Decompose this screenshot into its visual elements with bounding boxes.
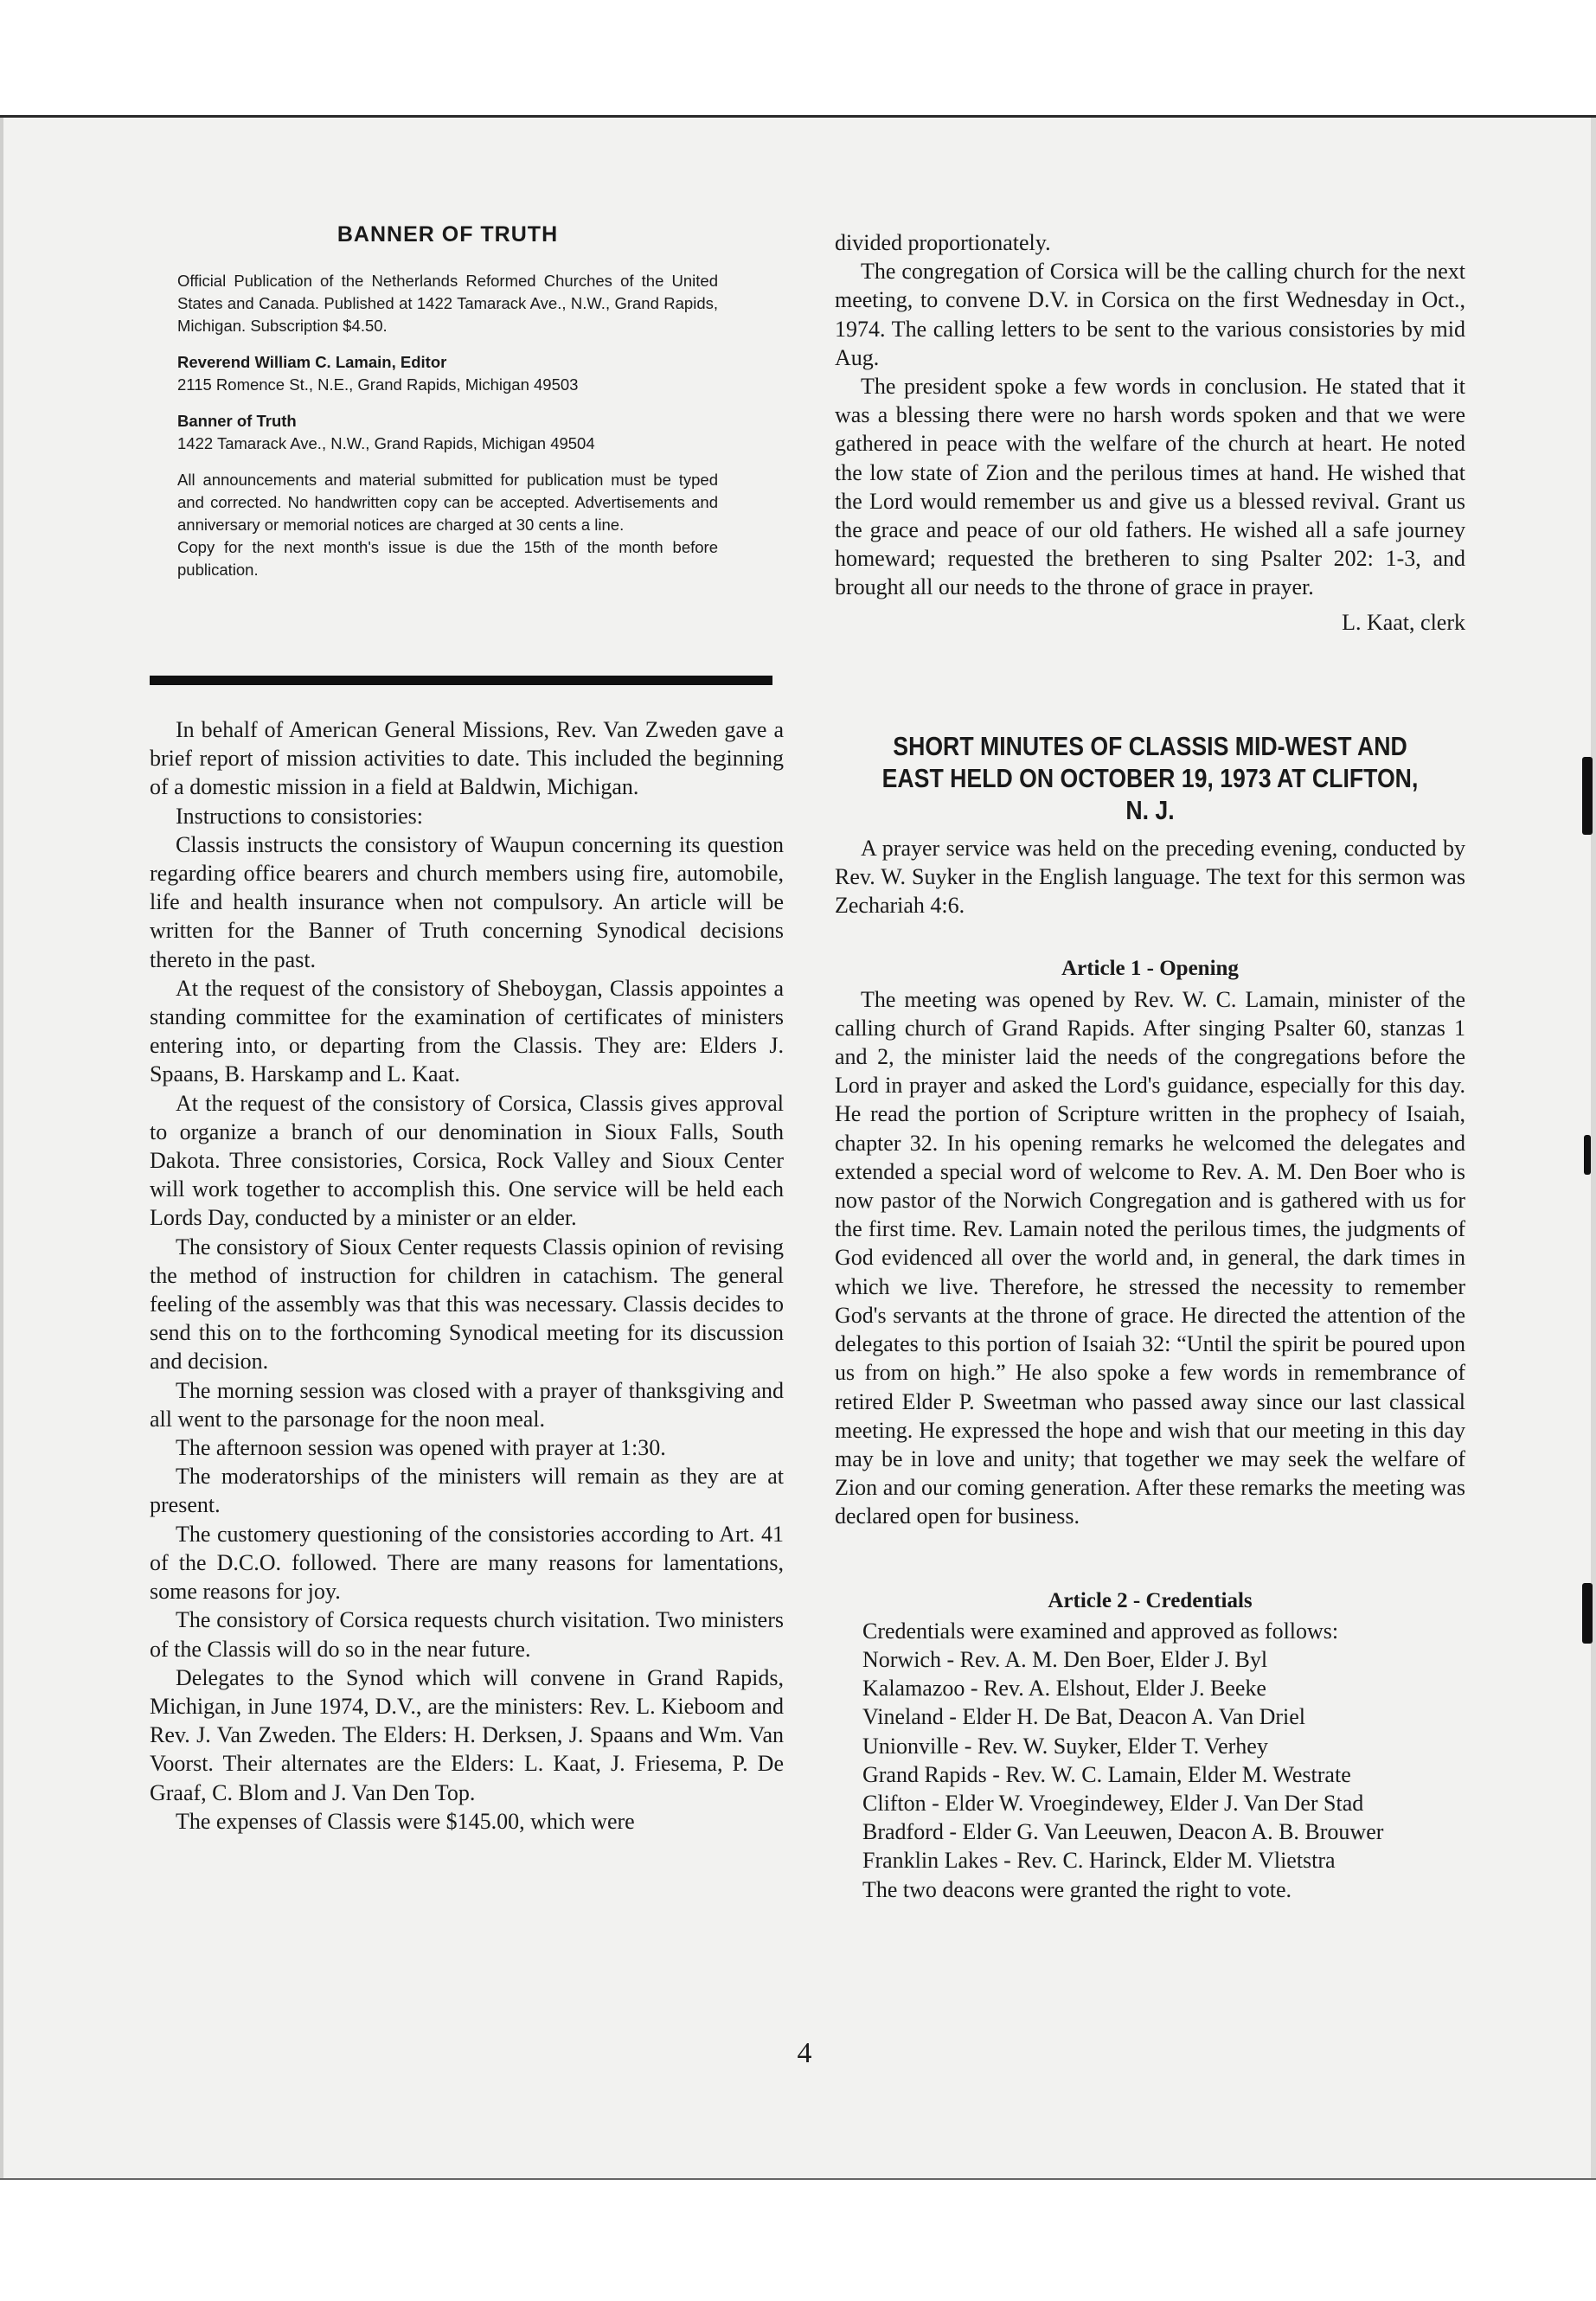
paragraph: At the request of the consistory of Corsica, Classis gives approval to organize a branch of our denomination in Sioux Falls, South Dakota. Three consistories, Corsica, Rock Valley and Sioux Center will work together to accomplish this. One service will be held each Lords Day, conducted by a minister or an elder.	[150, 1090, 784, 1231]
paragraph: Delegates to the Synod which will convene in Grand Rapids, Michigan, in June 1974, D.V., are the ministers: Rev. L. Kieboom and Rev. J. Van Zweden. The Elders: H. Derksen, J. Spaans and Wm. Van Voorst. Their alternates are the Elders: L. Kaat, J. Friesema, P. De Graaf, C. Blom and J. Van Den Top.	[150, 1664, 784, 1805]
article-1-heading: Article 1 - Opening	[1061, 957, 1239, 981]
masthead	[177, 222, 718, 581]
binder-hole-mark	[1582, 1583, 1593, 1644]
editor-address: 2115 Romence St., N.E., Grand Rapids, Michigan 49503	[177, 375, 579, 394]
article-2-heading: Article 2 - Credentials	[1048, 1588, 1253, 1612]
paragraph: The congregation of Corsica will be the calling church for the next meeting, to convene D.V. in Corsica on the first Wednesday in Oct., 1974. The calling letters to be sent to the various consistories by mid Aug.	[835, 259, 1465, 370]
paragraph: Classis instructs the consistory of Waupun concerning its question regarding office bearers and church members using fire, automobile, life and health insurance when not compulsory. An article will be written for the Banner of Truth concerning Synodical decisions thereto in the past.	[150, 831, 784, 972]
masthead-rule	[150, 676, 772, 685]
masthead-description: Official Publication of the Netherlands Reformed Churches of the United States and Canada. Published at 1422 Tamarack Ave., N.W., Grand Rapids, Michigan. Subscription $4.50.	[177, 272, 718, 335]
credential-line: Franklin Lakes - Rev. C. Harinck, Elder M. Vlietstra	[862, 1848, 1336, 1874]
paragraph: In behalf of American General Missions, Rev. Van Zweden gave a brief report of mission activities to date. This included the beginning of a domestic mission in a field at Baldwin, Michigan.	[150, 717, 784, 800]
paragraph: The morning session was closed with a prayer of thanksgiving and all went to the parsonage for the noon meal.	[150, 1377, 784, 1432]
editor-label: Reverend William C. Lamain, Editor	[177, 353, 447, 371]
binder-hole-mark	[1584, 1135, 1591, 1175]
paragraph: The customery questioning of the consistories according to Art. 41 of the D.C.O. followed. There are many reasons for lamentations, some reasons for joy.	[150, 1521, 784, 1605]
credential-line: Clifton - Elder W. Vroegindewey, Elder J. Van Der Stad	[862, 1790, 1364, 1816]
credential-line: Vineland - Elder H. De Bat, Deacon A. Van Driel	[862, 1704, 1306, 1730]
page-top-edge	[0, 115, 1596, 118]
page-left-edge	[0, 118, 3, 2178]
right-column	[835, 228, 1465, 1904]
paragraph: The consistory of Corsica requests church visitation. Two ministers of the Classis will do so in the near future.	[150, 1607, 784, 1662]
article-headline: SHORT MINUTES OF CLASSIS MID-WEST AND EAST HELD ON OCTOBER 19, 1973 AT CLIFTON, N. J.	[881, 730, 1419, 825]
scan-top-margin	[0, 0, 1596, 117]
credential-line: Grand Rapids - Rev. W. C. Lamain, Elder M. Westrate	[862, 1761, 1351, 1787]
article-1-text: The meeting was opened by Rev. W. C. Lamain, minister of the calling church of Grand Rapids. After singing Psalter 60, stanzas 1 and 2, the minister laid the needs of the congregations before the Lord in prayer and asked the Lord's guidance, especially for this day. He read the portion of Scripture written in the prophecy of Isaiah, chapter 32. In his opening remarks he welcomed the delegates and extended a special word of welcome to Rev. A. M. Den Boer who is now pastor of the Norwich Congregation and is gathered with us for the first time. Rev. Lamain noted the perilous times, the judgments of God evidenced all over the world and, in general, the dark times in which we live. Therefore, he stressed the necessity to remember God's servants at the throne of grace. He directed the attention of the delegates to this portion of Isaiah 32: “Until the spirit be poured upon us from on high.” He also spoke a few words in remembrance of retired Elder P. Sweetman who passed away since our last classical meeting. He expressed the hope and wish that our meeting in this day may be in love and unity; that together we may seek the welfare of Zion and our coming generation. After these remarks the meeting was declared open for business.	[835, 986, 1465, 1529]
credentials-intro: Credentials were examined and approved as follows:	[862, 1618, 1339, 1644]
paragraph: Instructions to consistories:	[176, 803, 423, 829]
paragraph: At the request of the consistory of Sheboygan, Classis appointes a standing committee for the examination of certificates of ministers entering into, or departing from the Classis. They are: Elders J. Spaans, B. Harskamp and L. Kaat.	[150, 975, 784, 1087]
paragraph: The afternoon session was opened with prayer at 1:30.	[176, 1435, 666, 1461]
clerk-signature: L. Kaat, clerk	[1342, 609, 1465, 635]
scan-bottom-margin	[0, 2180, 1596, 2301]
office-label: Banner of Truth	[177, 412, 297, 430]
credential-line: Unionville - Rev. W. Suyker, Elder T. Verhey	[862, 1733, 1268, 1759]
continued-text: divided proportionately.	[835, 230, 1051, 255]
paragraph: The moderatorships of the ministers will remain as they are at present.	[150, 1464, 784, 1518]
credentials-outro: The two deacons were granted the right to vote.	[862, 1876, 1292, 1902]
page-right-edge	[1591, 118, 1596, 2178]
paragraph: The expenses of Classis were $145.00, which were	[176, 1808, 635, 1834]
binder-hole-mark	[1582, 757, 1593, 835]
credential-line: Bradford - Elder G. Van Leeuwen, Deacon A. B. Brouwer	[862, 1819, 1384, 1845]
copy-deadline: Copy for the next month's issue is due the 15th of the month before publication.	[177, 538, 718, 579]
left-column	[150, 715, 784, 1836]
credential-line: Kalamazoo - Rev. A. Elshout, Elder J. Beeke	[862, 1676, 1266, 1702]
paragraph: The president spoke a few words in conclusion. He stated that it was a blessing there were no harsh words spoken and that we were gathered in peace with the welfare of the church at heart. He noted the low state of Zion and the perilous times at hand. He wished that the Lord would remember us and give us a blessed revival. Grant us the grace and peace of our old fathers. He wished all a safe journey homeward; requested the bretheren to sing Psalter 202: 1-3, and brought all our needs to the throne of grace in prayer.	[835, 374, 1465, 600]
submission-notice: All announcements and material submitted for publication must be typed and corrected. No handwritten copy can be accepted. Advertisements and anniversary or memorial notices are charged at 30 cents a line.	[177, 471, 718, 534]
credentials-list	[862, 1617, 1465, 1904]
office-address: 1422 Tamarack Ave., N.W., Grand Rapids, Michigan 49504	[177, 434, 595, 452]
intro-paragraph: A prayer service was held on the preceding evening, conducted by Rev. W. Suyker in the English language. The text for this sermon was Zechariah 4:6.	[835, 835, 1465, 919]
page-number: 4	[797, 2037, 812, 2069]
credential-line: Norwich - Rev. A. M. Den Boer, Elder J. Byl	[862, 1646, 1268, 1672]
masthead-title: BANNER OF TRUTH	[337, 222, 559, 247]
paragraph: The consistory of Sioux Center requests Classis opinion of revising the method of instruction for children in catachism. The general feeling of the assembly was that this was necessary. Classis decides to send this on to the forthcoming Synodical meeting for its discussion and decision.	[150, 1234, 784, 1375]
